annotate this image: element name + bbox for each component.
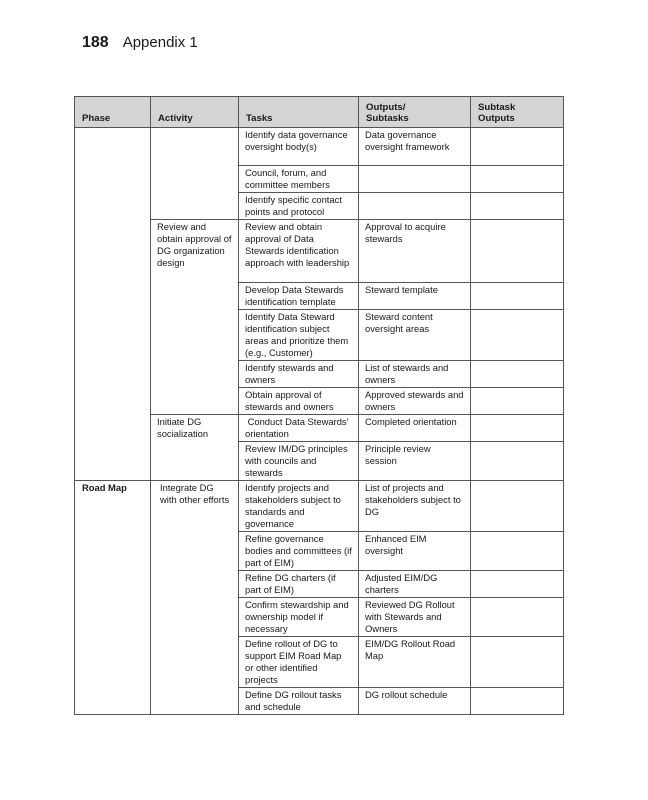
output-cell: Approval to acquire stewards — [359, 220, 471, 283]
output-cell: Enhanced EIM oversight — [359, 532, 471, 571]
subtask-output-cell — [471, 166, 564, 193]
output-cell: Completed orientation — [359, 415, 471, 442]
task-cell: Conduct Data Stewards' orientation — [239, 415, 359, 442]
output-cell: Data governance oversight framework — [359, 128, 471, 166]
output-cell — [359, 193, 471, 220]
column-header-phase: Phase — [75, 97, 151, 128]
phase-cell — [75, 128, 151, 481]
subtask-output-cell — [471, 128, 564, 166]
task-cell: Define DG rollout tasks and schedule — [239, 688, 359, 715]
page-header — [82, 34, 198, 56]
output-cell: List of projects and stakeholders subject to DG — [359, 481, 471, 532]
subtask-output-cell — [471, 442, 564, 481]
output-cell: Reviewed DG Rollout with Stewards and Owners — [359, 598, 471, 637]
subtask-output-cell — [471, 481, 564, 532]
subtask-output-cell — [471, 415, 564, 442]
table-header-row — [75, 97, 564, 128]
subtask-output-cell — [471, 388, 564, 415]
subtask-output-cell — [471, 688, 564, 715]
task-cell: Review IM/DG principles with councils and stewards — [239, 442, 359, 481]
output-cell — [359, 166, 471, 193]
task-cell: Refine DG charters (if part of EIM) — [239, 571, 359, 598]
subtask-output-cell — [471, 283, 564, 310]
output-cell: List of stewards and owners — [359, 361, 471, 388]
phase-cell-road-map: Road Map — [75, 481, 151, 715]
page-number: 188 — [82, 34, 109, 51]
subtask-output-cell — [471, 571, 564, 598]
subtask-output-cell — [471, 220, 564, 283]
activity-cell: Review and obtain approval of DG organization design — [151, 220, 239, 415]
output-cell: Principle review session — [359, 442, 471, 481]
column-header-outputs: Outputs/ Subtasks — [359, 97, 471, 128]
output-cell: DG rollout schedule — [359, 688, 471, 715]
column-header-activity: Activity — [151, 97, 239, 128]
output-cell: Steward template — [359, 283, 471, 310]
page-title: Appendix 1 — [122, 34, 198, 51]
activity-cell: Integrate DG with other efforts — [151, 481, 239, 715]
task-cell: Identify data governance oversight body(s) — [239, 128, 359, 166]
table-row — [75, 481, 564, 532]
task-cell: Refine governance bodies and committees (if part of EIM) — [239, 532, 359, 571]
subtask-output-cell — [471, 361, 564, 388]
task-cell: Identify specific contact points and protocol — [239, 193, 359, 220]
task-cell: Identify projects and stakeholders subject to standards and governance — [239, 481, 359, 532]
activity-cell — [151, 128, 239, 220]
subtask-output-cell — [471, 193, 564, 220]
task-cell: Develop Data Stewards identification template — [239, 283, 359, 310]
task-cell: Identify Data Steward identification subject areas and prioritize them (e.g., Customer) — [239, 310, 359, 361]
column-header-subtask-outputs: Subtask Outputs — [471, 97, 564, 128]
output-cell: Adjusted EIM/DG charters — [359, 571, 471, 598]
output-cell: EIM/DG Rollout Road Map — [359, 637, 471, 688]
output-cell: Approved stewards and owners — [359, 388, 471, 415]
task-cell: Obtain approval of stewards and owners — [239, 388, 359, 415]
table-row — [75, 128, 564, 166]
column-header-tasks: Tasks — [239, 97, 359, 128]
task-cell: Define rollout of DG to support EIM Road Map or other identified projects — [239, 637, 359, 688]
subtask-output-cell — [471, 310, 564, 361]
task-cell: Review and obtain approval of Data Stewards identification approach with leadership — [239, 220, 359, 283]
subtask-output-cell — [471, 532, 564, 571]
task-cell: Council, forum, and committee members — [239, 166, 359, 193]
governance-table — [74, 96, 564, 715]
subtask-output-cell — [471, 598, 564, 637]
task-cell: Identify stewards and owners — [239, 361, 359, 388]
output-cell: Steward content oversight areas — [359, 310, 471, 361]
task-cell: Confirm stewardship and ownership model if necessary — [239, 598, 359, 637]
activity-cell: Initiate DG socialization — [151, 415, 239, 481]
subtask-output-cell — [471, 637, 564, 688]
